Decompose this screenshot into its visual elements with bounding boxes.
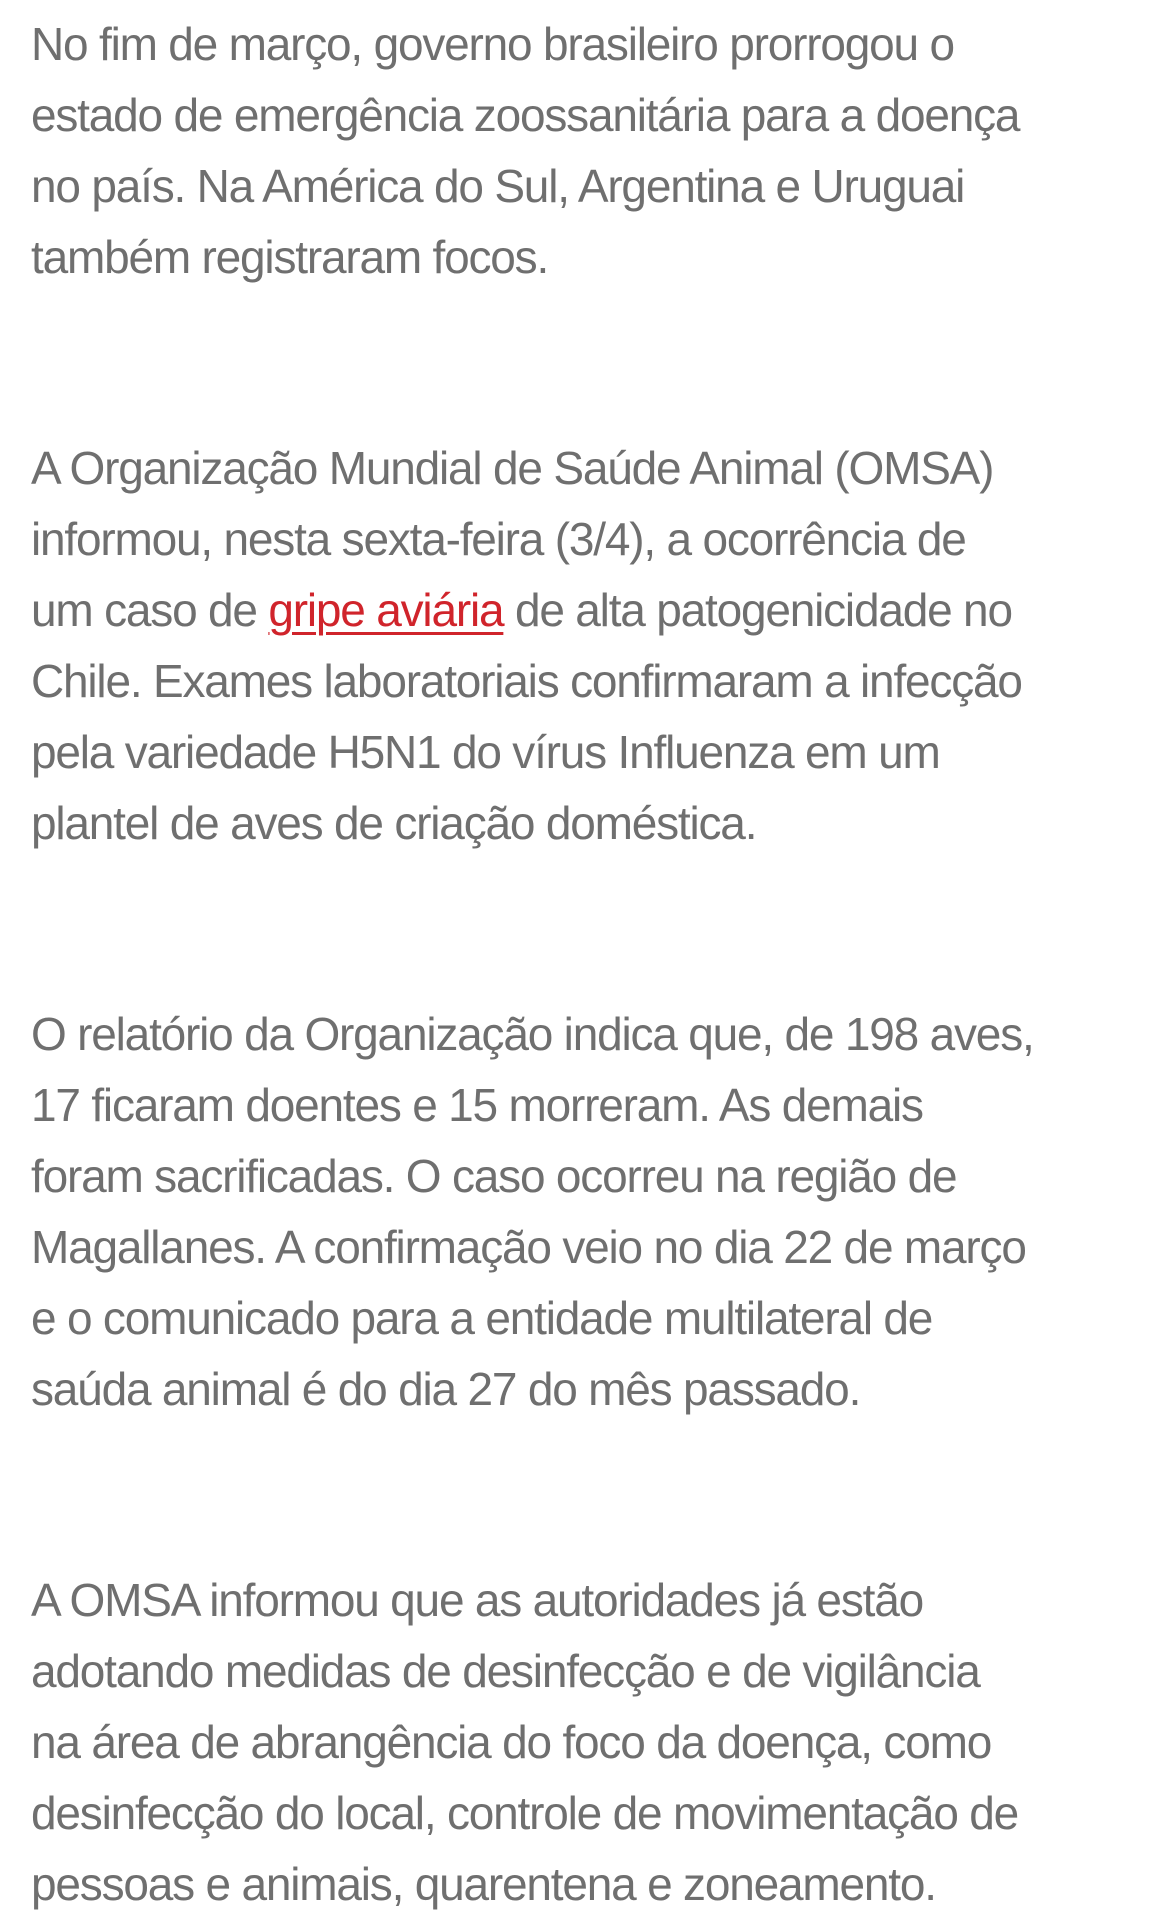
text-line: pela variedade H5N1 do vírus Influenza em um [31,726,940,778]
gripe-aviaria-link[interactable]: gripe aviária [268,584,504,636]
text-line: Chile. Exames laboratoriais confirmaram a infecção [31,655,1022,707]
text-line: A OMSA informou que as autoridades já estão [31,1574,923,1626]
text-line: 17 ficaram doentes e 15 morreram. As demais [31,1079,923,1131]
text-line [31,575,1152,646]
text-line: Magallanes. A confirmação veio no dia 22 de março [31,1221,1026,1273]
text-line: desinfecção do local, controle de movimentação de [31,1787,1019,1839]
text-line: foram sacrificadas. O caso ocorreu na região de [31,1150,957,1202]
text-segment: de alta patogenicidade no [503,584,1012,636]
paragraph-medidas-autoridades [31,1565,1152,1920]
text-line: e o comunicado para a entidade multilateral de [31,1292,933,1344]
text-line: pessoas e animais, quarentena e zoneamento. [31,1858,936,1910]
text-line: adotando medidas de desinfecção e de vigilância [31,1645,980,1697]
paragraph-relatorio-aves [31,999,1152,1425]
text-line: no país. Na América do Sul, Argentina e Uruguai [31,160,965,212]
text-segment: um caso de [31,584,269,636]
text-line: informou, nesta sexta-feira (3/4), a ocorrência de [31,513,966,565]
text-line: saúda animal é do dia 27 do mês passado. [31,1363,861,1415]
paragraph-omsa-chile [31,433,1152,859]
text-line: No fim de março, governo brasileiro prorrogou o [31,18,954,70]
text-line: na área de abrangência do foco da doença, como [31,1716,992,1768]
text-line: também registraram focos. [31,231,549,283]
text-line: estado de emergência zoossanitária para a doença [31,89,1020,141]
text-line: O relatório da Organização indica que, de 198 aves, [31,1008,1034,1060]
paragraph-emergencia-brasil [31,9,1152,293]
text-line: plantel de aves de criação doméstica. [31,797,757,849]
text-line: A Organização Mundial de Saúde Animal (OMSA) [31,442,994,494]
